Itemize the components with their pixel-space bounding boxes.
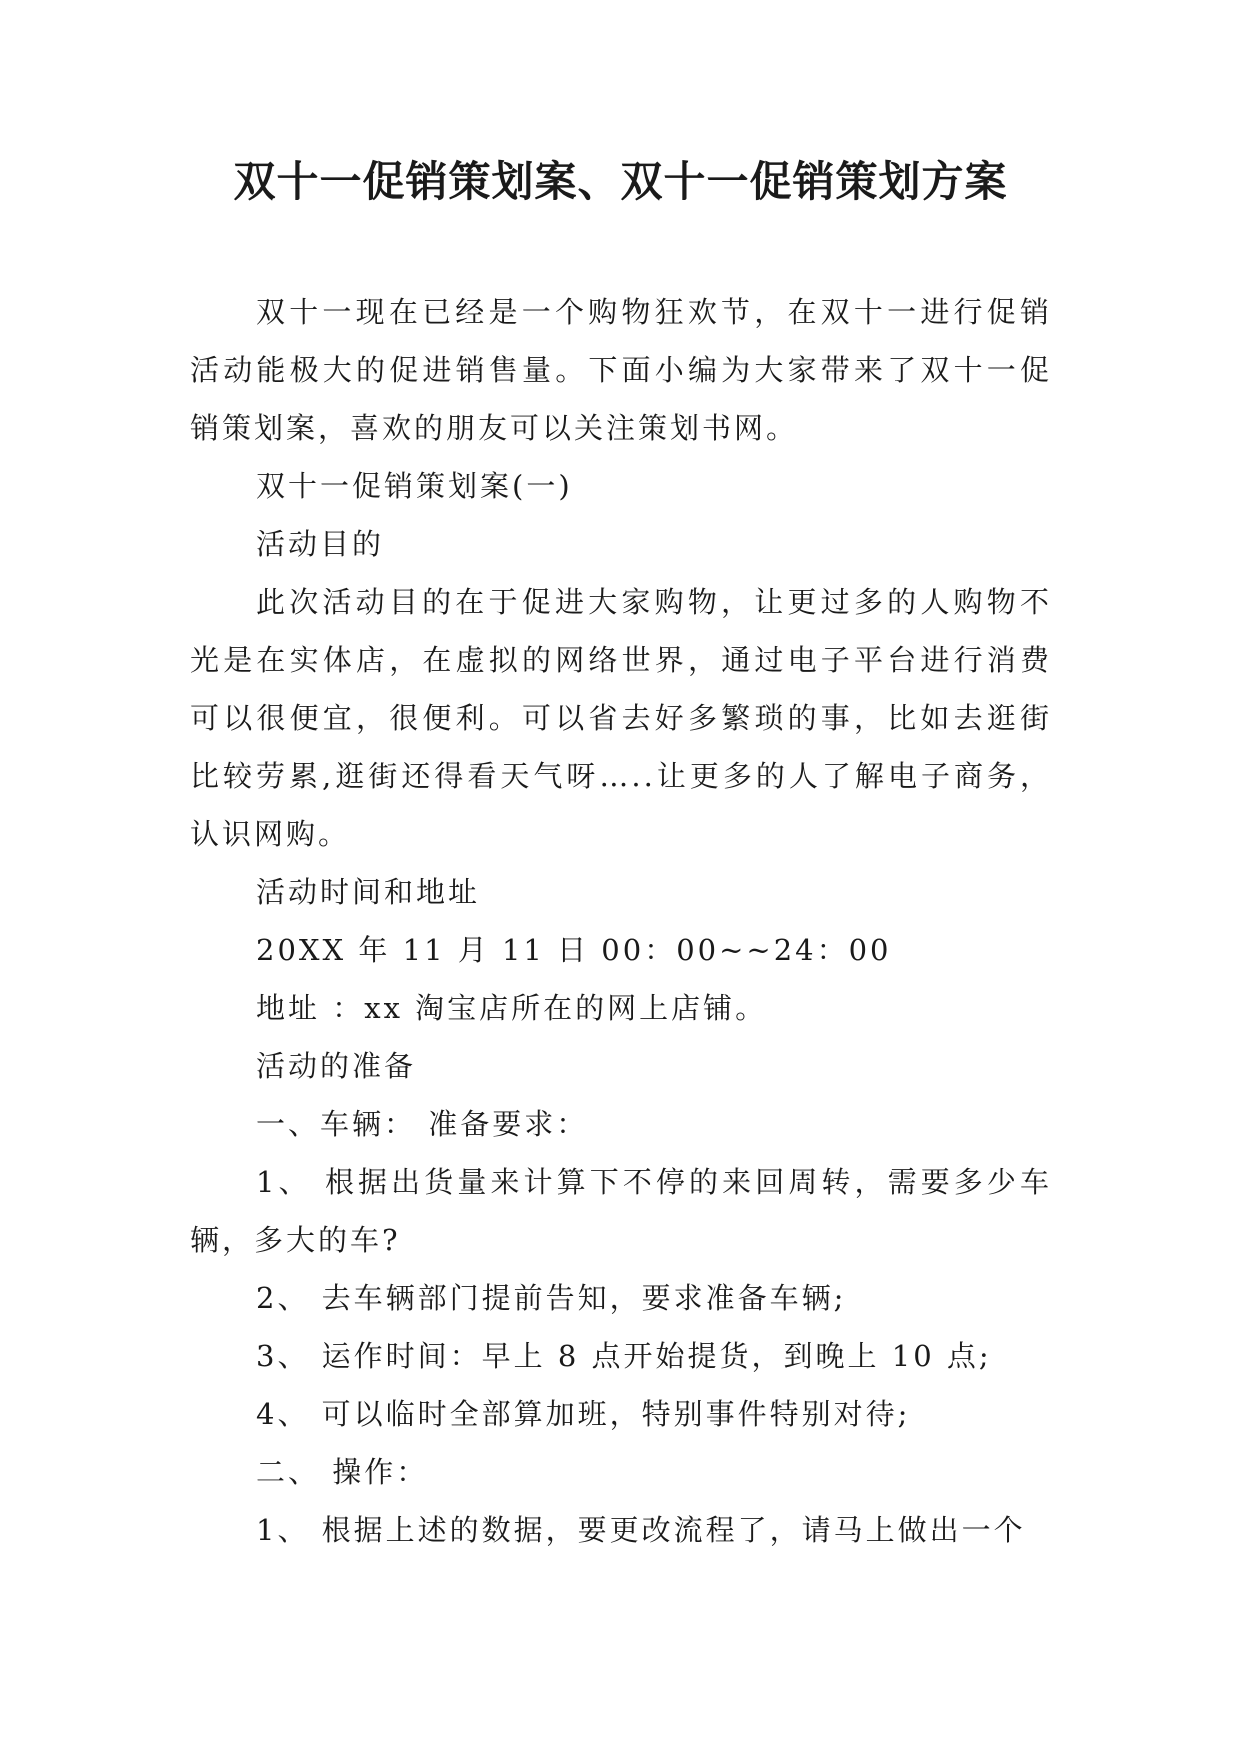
subheading: 活动时间和地址 [256, 875, 481, 909]
list-item: 4、 可以临时全部算加班，特别事件特别对待; [256, 1397, 911, 1431]
document-title: 双十一促销策划案、双十一促销策划方案 [233, 157, 1008, 206]
list-item: 2、 去车辆部门提前告知，要求准备车辆; [256, 1281, 847, 1315]
list-item: 1、 根据上述的数据，要更改流程了，请马上做出一个 [256, 1513, 1026, 1547]
list-item: 3、 运作时间：早上 8 点开始提货，到晚上 10 点; [256, 1339, 992, 1373]
body-paragraph: 此次活动目的在于促进大家购物，让更过多的人购物不光是在实体店，在虚拟的网络世界，通过电子平台进行消费可以很便宜，很便利。可以省去好多繁琐的事，比如去逛街比较劳累,逛街还得看天气呀…..让更多的人了解电子商务，认识网购。 [190, 585, 1052, 851]
body-line: 地址 ：xx 淘宝店所在的网上店铺。 [256, 991, 768, 1025]
list-heading: 一、车辆： 准备要求： [256, 1107, 589, 1141]
list-heading: 二、 操作： [256, 1455, 429, 1489]
list-item: 1、 根据出货量来计算下不停的来回周转，需要多少车辆，多大的车? [190, 1165, 1052, 1257]
intro-paragraph: 双十一现在已经是一个购物狂欢节，在双十一进行促销活动能极大的促进销售量。下面小编为大家带来了双十一促销策划案，喜欢的朋友可以关注策划书网。 [190, 295, 1052, 445]
section-heading: 双十一促销策划案(一) [256, 469, 573, 503]
body-line: 20XX 年 11 月 11 日 00：00~~24：00 [256, 933, 892, 967]
subheading: 活动的准备 [256, 1049, 417, 1083]
document-body [190, 283, 1052, 1559]
subheading: 活动目的 [256, 527, 385, 561]
